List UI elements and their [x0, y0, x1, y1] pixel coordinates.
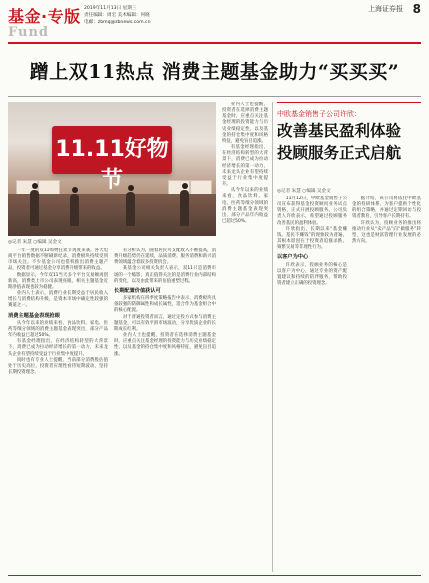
paragraph: 据介绍，该公司将依托中欧基金的投研体系，为客户提供个性化的组合策略，并通过定期回访与投资者教育，引导客户长期持有。: [352, 196, 421, 220]
sidebar-kicker: 中欧基金销售子公司许欣：: [277, 110, 361, 118]
sidebar-column-1: [277, 196, 347, 573]
page-number: 8: [412, 2, 421, 16]
paragraph: 对于普通投资者而言，通过定投方式参与消费主题基金，可以有效平滑市场波动，分享优质企业的长期成长红利。: [114, 314, 216, 332]
main-headline: 蹭上双11热点 消费主题基金助力“买买买”: [29, 61, 400, 83]
paragraph: 数据显示，今年双11当天多个平台交易额再创新高，消费类上市公司表现亮眼，相关主题基金近期净值表现也较为稳健。: [8, 272, 108, 290]
editorial-meta: [84, 5, 314, 26]
shopper-figure: [30, 190, 39, 226]
section-title: 基金·专版: [8, 7, 81, 26]
promo-sign: [52, 126, 172, 193]
photo-caption: ◎记者 朱慧 ○编辑 吴金文: [8, 240, 62, 245]
paragraph: 有分析认为，随着居民可支配收入不断提高，消费升级趋势仍在延续，品质消费、服务消费和新兴消费领域蕴含着较多投资机会。: [114, 248, 216, 266]
paragraph: 一年一度的双11购物狂欢节再度来袭。各大电商平台销售数据不断刷新纪录，消费板块持续受到市场关注。不少基金公司也借机推出消费主题产品，投资者可通过基金分享消费升级带来的收益。: [8, 248, 108, 272]
shopper-figure: [180, 190, 189, 226]
header-rule: [8, 42, 421, 44]
paragraph: 从今年以来的业绩来看，食品饮料、家电、医药等细分领域的消费主题基金表现突出，部分产品年内收益已超过50%。: [8, 320, 108, 339]
subheading: 以客户为中心: [277, 254, 309, 261]
paragraph: 从今年以来的业绩来看，食品饮料、家电、医药等细分领域的消费主题基金表现突出，部分产品年内收益已超过50%。: [222, 188, 268, 224]
subheading: 消费主题基金表现抢眼: [8, 312, 60, 319]
promo-sign-text: 11.11好物节: [55, 137, 169, 193]
article-column-middle: [114, 248, 216, 573]
paragraph: 有基金经理指出，在经济结构转型的大背景下，消费已成为拉动经济增长的第一动力，未来龙头企业有望持续受益于行业集中度提升。: [8, 339, 108, 357]
subheading: 长期配置价值获认可: [114, 287, 161, 294]
paragraph: 某基金公司相关负责人表示，双11只是消费市场的一个缩影，真正值得关注的是消费行业内部结构的变化，以及由此带来的估值重塑过程。: [114, 266, 216, 284]
shopper-figure: [126, 192, 135, 226]
paragraph: 许欣指出，长期以来“基金赚钱、基民不赚钱”的现象较为普遍，其根本原因在于投资者追涨杀跌、频繁交易等非理性行为。: [277, 226, 347, 251]
column-divider: [272, 102, 273, 572]
sidebar-column-2: [352, 196, 421, 573]
paragraph: 同时也有专业人士提醒，当前部分消费股估值处于历史高位，投资者应理性看待短期波动，坚持长期投资理念。: [8, 357, 108, 375]
sidebar-title-line2: 投顾服务正式启航: [277, 143, 402, 162]
paragraph: 有基金经理指出，在经济结构转型的大背景下，消费已成为拉动经济增长的第一动力，未来龙头企业有望持续受益于行业集中度提升。: [222, 145, 268, 188]
paragraph: 多家机构在四季度策略报告中表示，消费板块具备较强的防御属性和成长属性，适合作为基金组合中的核心配置。: [114, 296, 216, 314]
sidebar-byline: ◎记者 朱慧 ○编辑 吴金文: [277, 189, 331, 194]
paragraph: 业内人士也提醒，投资者在选择消费主题基金时，应重点关注基金经理的投资能力与历史业绩稳定性，以及基金的持仓集中度和风格特征，避免盲目追涨。: [114, 333, 216, 357]
footer-rule: [8, 575, 421, 576]
article-column-narrow: [222, 102, 268, 573]
article-column-left: [8, 248, 108, 573]
page-header: [0, 0, 429, 44]
news-photo: [8, 102, 216, 236]
masthead: 上海证券报: [368, 5, 403, 13]
paragraph: 许欣认为，投顾业务的推出将推动行业从“卖产品”向“做服务”转型，这也是财富管理行业发展的必然方向。: [352, 220, 421, 245]
sidebar-story-header: [277, 102, 421, 195]
sidebar-title-line1: 改善基民盈利体验: [277, 121, 402, 140]
meta-email: 电邮：zbmq@zbnews.com.cn: [84, 20, 151, 25]
headline-rule: [8, 96, 421, 97]
paragraph: 11月12日，中欧基金销售子公司宣布获得基金投资顾问业务试点资格，正式开展投顾服务。公司负责人许欣表示，希望通过投顾服务改善基民的盈利体验。: [277, 196, 347, 226]
meta-date: 2019年11月13日 星期三: [84, 6, 137, 11]
shopper-figure: [70, 194, 79, 226]
paragraph: 许欣表示，投顾业务的核心是以客户为中心，通过专业的资产配置建议和持续的陪伴服务，帮助投资者建立正确的投资理念。: [277, 262, 347, 287]
paragraph: 业内人士表示，消费行业长期受益于居民收入增长与消费结构升级，是资本市场中确定性较强的赛道之一。: [8, 291, 108, 309]
section-subtitle: Fund: [8, 25, 49, 40]
meta-editors: 责任编辑：周宏 美术编辑：何晓: [84, 13, 150, 18]
paragraph: 业内人士也提醒，投资者在选择消费主题基金时，应重点关注基金经理的投资能力与历史业绩稳定性，以及基金的持仓集中度和风格特征，避免盲目追涨。: [222, 102, 268, 144]
